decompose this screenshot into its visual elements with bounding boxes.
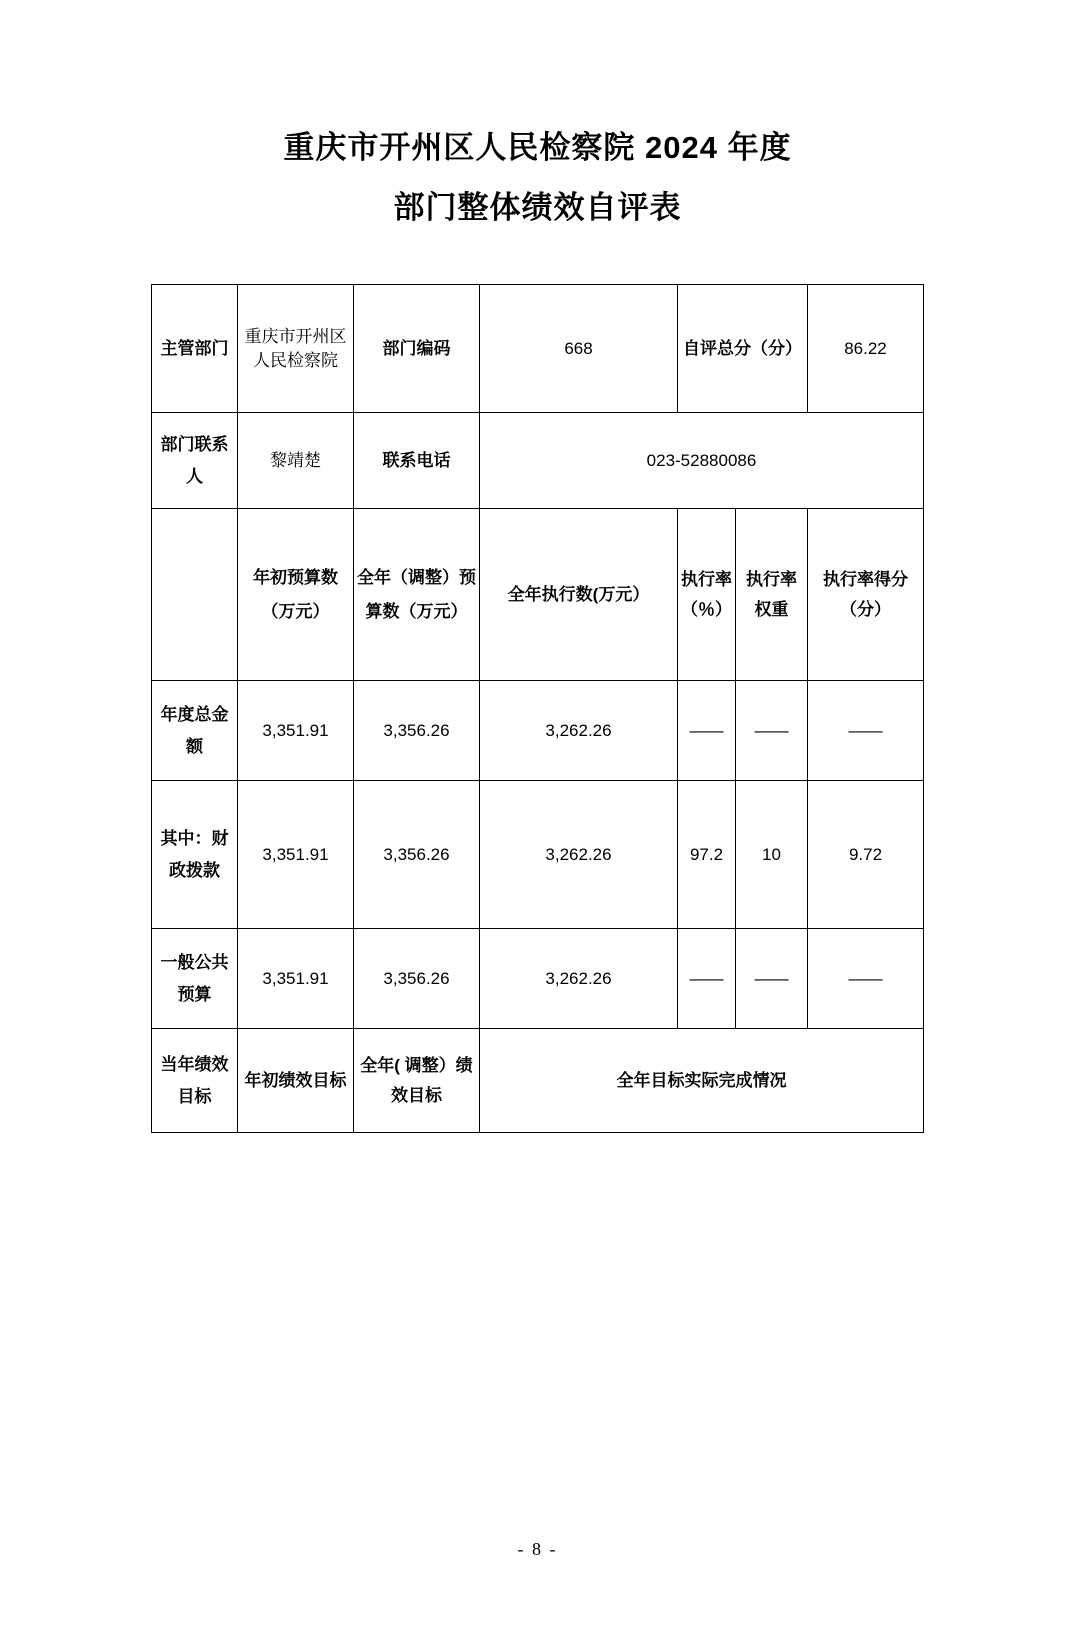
table-row bbox=[152, 929, 924, 1029]
actual-completion-label: 全年目标实际完成情况 bbox=[480, 1029, 924, 1133]
general-rate: —— bbox=[678, 929, 736, 1029]
table-header-row bbox=[152, 509, 924, 681]
header-rate-weight: 执行率权重 bbox=[736, 509, 808, 681]
table-row bbox=[152, 681, 924, 781]
self-score-value: 86.22 bbox=[808, 285, 924, 413]
fiscal-executed: 3,262.26 bbox=[480, 781, 678, 929]
header-adjusted-budget: 全年（调整）预算数（万元） bbox=[354, 509, 480, 681]
title-line-1: 重庆市开州区人民检察院 2024 年度 bbox=[283, 130, 792, 165]
contact-person-label: 部门联系人 bbox=[152, 413, 238, 509]
header-rate-score: 执行率得分 （分） bbox=[808, 509, 924, 681]
general-begin-budget: 3,351.91 bbox=[238, 929, 354, 1029]
annual-total-begin-budget: 3,351.91 bbox=[238, 681, 354, 781]
fiscal-rate: 97.2 bbox=[678, 781, 736, 929]
annual-total-adjusted-budget: 3,356.26 bbox=[354, 681, 480, 781]
header-execution-rate: 执行率（％） bbox=[678, 509, 736, 681]
row-label-fiscal-appropriation: 其中：财政拨款 bbox=[152, 781, 238, 929]
header-executed-amount: 全年执行数(万元） bbox=[480, 509, 678, 681]
page-number: - 8 - bbox=[517, 1539, 558, 1559]
fiscal-adjusted-budget: 3,356.26 bbox=[354, 781, 480, 929]
general-executed: 3,262.26 bbox=[480, 929, 678, 1029]
annual-total-score: —— bbox=[808, 681, 924, 781]
dept-code-value: 668 bbox=[480, 285, 678, 413]
document-page bbox=[0, 118, 1075, 1638]
title-line-2: 部门整体绩效自评表 bbox=[393, 190, 682, 225]
contact-phone-label: 联系电话 bbox=[354, 413, 480, 509]
general-score: —— bbox=[808, 929, 924, 1029]
current-year-goal-label: 当年绩效目标 bbox=[152, 1029, 238, 1133]
adjusted-year-goal-label: 全年( 调整）绩效目标 bbox=[354, 1029, 480, 1133]
general-adjusted-budget: 3,356.26 bbox=[354, 929, 480, 1029]
fiscal-weight: 10 bbox=[736, 781, 808, 929]
row-label-general-public-budget: 一般公共预算 bbox=[152, 929, 238, 1029]
contact-person-value: 黎靖楚 bbox=[238, 413, 354, 509]
annual-total-executed: 3,262.26 bbox=[480, 681, 678, 781]
contact-phone-value: 023-52880086 bbox=[480, 413, 924, 509]
table-row bbox=[152, 781, 924, 929]
supervising-dept-value: 重庆市开州区人民检察院 bbox=[238, 285, 354, 413]
annual-total-weight: —— bbox=[736, 681, 808, 781]
table-row bbox=[152, 285, 924, 413]
fiscal-score: 9.72 bbox=[808, 781, 924, 929]
self-score-label: 自评总分（分） bbox=[678, 285, 808, 413]
row-label-annual-total: 年度总金额 bbox=[152, 681, 238, 781]
dept-code-label: 部门编码 bbox=[354, 285, 480, 413]
page-title bbox=[0, 118, 1075, 238]
supervising-dept-label: 主管部门 bbox=[152, 285, 238, 413]
table-row bbox=[152, 1029, 924, 1133]
annual-total-rate: —— bbox=[678, 681, 736, 781]
table-row bbox=[152, 413, 924, 509]
general-weight: —— bbox=[736, 929, 808, 1029]
performance-self-evaluation-table bbox=[151, 284, 924, 1133]
header-begin-budget: 年初预算数（万元） bbox=[238, 509, 354, 681]
fiscal-begin-budget: 3,351.91 bbox=[238, 781, 354, 929]
begin-year-goal-label: 年初绩效目标 bbox=[238, 1029, 354, 1133]
header-blank bbox=[152, 509, 238, 681]
